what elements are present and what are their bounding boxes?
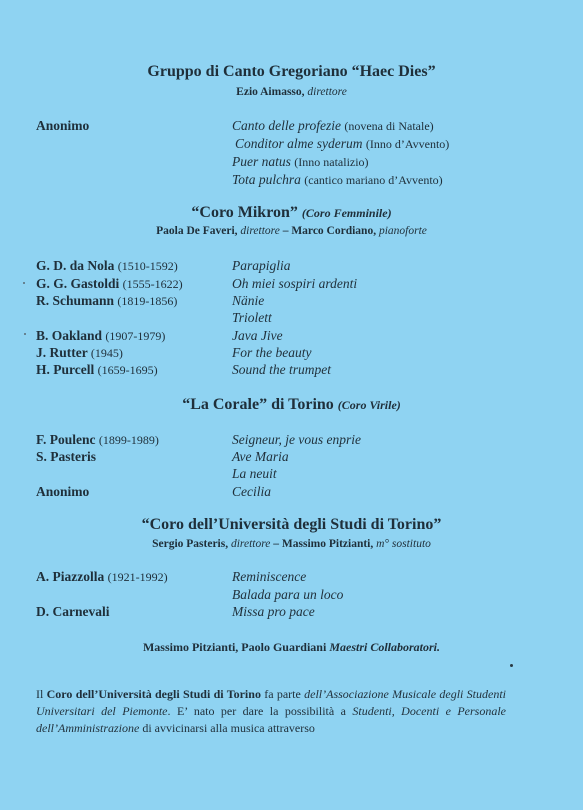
section1-director (0, 86, 583, 98)
decorative-dot (510, 664, 513, 667)
composer: J. Rutter (36, 345, 88, 360)
substitute-name: Massimo Pitzianti, (281, 538, 374, 550)
choir-note: (Coro Femminile) (301, 206, 392, 220)
footer-text: Il (36, 687, 47, 701)
collaborators-role: Maestri Collaboratori. (329, 640, 441, 654)
director-role: direttore (230, 538, 271, 550)
work-title: Balada para un loco (232, 587, 344, 602)
work-title (232, 118, 434, 134)
choir-name: “La Corale” di Torino (182, 396, 334, 413)
composer: H. Purcell (36, 362, 95, 377)
work-note: (novena di Natale) (344, 119, 434, 133)
separator: – (273, 538, 280, 550)
work-title: Sound the trumpet (232, 362, 331, 377)
footer-choir-name: Coro dell’Università degli Studi di Torino (46, 687, 261, 701)
composer-name (36, 345, 123, 361)
composer-years: (1921-1992) (107, 570, 168, 584)
composer-name (36, 276, 183, 292)
pianist-name: Marco Cordiano, (291, 225, 377, 237)
composer-name (36, 569, 168, 585)
separator: – (282, 225, 289, 237)
section3-title (0, 396, 583, 414)
substitute-role: m° sostituto (376, 538, 431, 550)
composer-years: (1899-1989) (98, 433, 159, 447)
work-title: Parapiglia (232, 258, 291, 273)
work-title: Reminiscence (232, 569, 307, 584)
footer-text: . E’ nato per dare la possibilità a (167, 704, 353, 718)
work-title: Cecilia (232, 484, 271, 499)
choir-note: (Coro Virile) (337, 398, 401, 412)
composer-years: (1907-1979) (105, 329, 166, 343)
footer-association: dell’Associazione Musicale degli Studenti Universitari del Piemonte (36, 687, 506, 718)
work-name: Puer natus (232, 154, 291, 169)
work-note: (Inno natalizio) (294, 155, 369, 169)
section1-title: Gruppo di Canto Gregoriano “Haec Dies” (147, 63, 436, 80)
director-role: direttore (307, 86, 347, 98)
choir-name: “Coro Mikron” (191, 204, 298, 221)
composer-name (36, 432, 159, 448)
work-title: Triolett (232, 310, 272, 325)
section4-title: “Coro dell’Università degli Studi di Torino” (141, 516, 442, 533)
scan-speck (24, 333, 26, 335)
section4-directors (0, 538, 583, 550)
footer-text: di avvicinarsi alla musica attraverso (139, 721, 315, 735)
work-title: Missa pro pace (232, 604, 315, 619)
work-title: Seigneur, je vous enprie (232, 432, 361, 447)
pianist-role: pianoforte (378, 225, 427, 237)
composer-name (36, 293, 177, 309)
footer-audience: Studenti, Docenti e Personale dell’Amministrazione (36, 704, 507, 735)
composer-name (36, 328, 165, 344)
composer-name: Anonimo (36, 118, 90, 133)
composer-name: Anonimo (36, 484, 90, 499)
composer-name: D. Carnevali (36, 604, 110, 619)
work-title: Java Jive (232, 328, 283, 343)
work-title (232, 154, 369, 170)
composer-name: S. Pasteris (36, 449, 96, 464)
work-title (232, 172, 443, 188)
collaborators-names: Massimo Pitzianti, Paolo Guardiani (142, 640, 327, 654)
work-title (235, 136, 449, 152)
composer-years: (1510-1592) (117, 259, 178, 273)
director-role: direttore (240, 225, 280, 237)
composer: F. Poulenc (36, 432, 96, 447)
work-title: La neuit (232, 466, 277, 481)
work-name: Tota pulchra (232, 172, 301, 187)
section2-title (0, 204, 583, 222)
composer: G. D. da Nola (36, 258, 115, 273)
composer-years: (1819-1856) (117, 294, 178, 308)
composer-name (36, 258, 178, 274)
footer-text: fa parte (260, 687, 305, 701)
composer: G. G. Gastoldi (36, 276, 120, 291)
director-name: Paola De Faveri, (156, 225, 238, 237)
director-name: Sergio Pasteris, (152, 538, 229, 550)
composer: B. Oakland (36, 328, 103, 343)
director-name: Ezio Aimasso, (236, 86, 305, 98)
composer-years: (1659-1695) (97, 363, 158, 377)
section2-directors (0, 225, 583, 237)
work-title: Oh miei sospiri ardenti (232, 276, 358, 291)
composer: R. Schumann (36, 293, 115, 308)
work-name: Canto delle profezie (232, 118, 341, 133)
work-note: (cantico mariano d’Avvento) (304, 173, 443, 187)
work-title: For the beauty (232, 345, 312, 360)
work-name: Conditor alme syderum (235, 136, 363, 151)
composer-years: (1555-1622) (122, 277, 183, 291)
footer-paragraph (36, 686, 506, 737)
work-title: Ave Maria (232, 449, 289, 464)
composer-name (36, 362, 158, 378)
composer: A. Piazzolla (36, 569, 105, 584)
scan-speck (23, 282, 25, 284)
composer-years: (1945) (90, 346, 123, 360)
collaborators-line (0, 640, 583, 655)
work-note: (Inno d’Avvento) (365, 137, 450, 151)
work-title: Nänie (232, 293, 265, 308)
